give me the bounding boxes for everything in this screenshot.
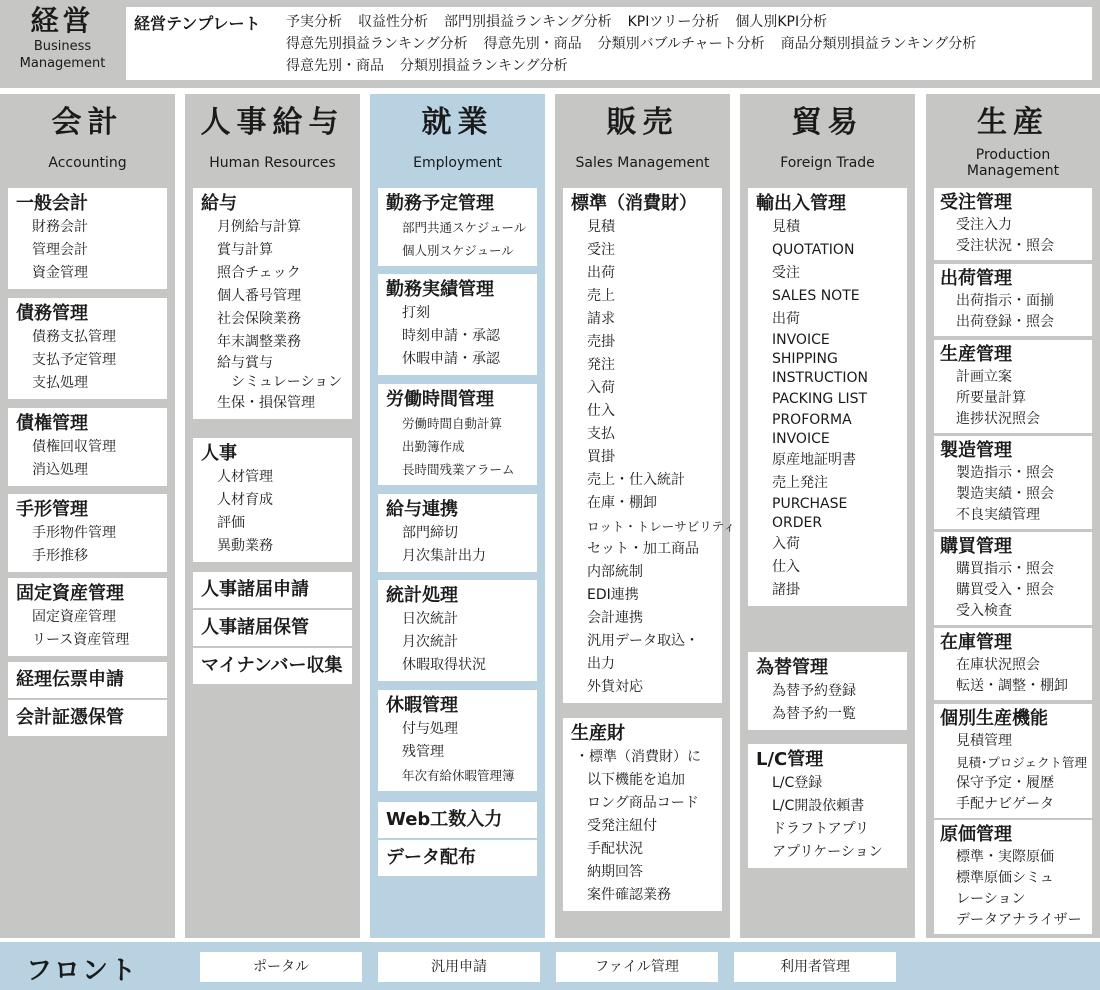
group-item: 見積管理 <box>956 733 1012 749</box>
group-item: 原産地証明書 <box>772 452 856 468</box>
group-item: INVOICE <box>772 332 830 348</box>
group-item: ロット・トレーサビリティ <box>587 519 736 534</box>
management-item: KPIツリー分析 <box>627 14 720 30</box>
group-payroll <box>193 188 352 419</box>
group-item: データアナライザー <box>956 912 1082 928</box>
group-heading: 人事諸届保管 <box>201 617 309 638</box>
group-item: 受注状況・照会 <box>956 238 1054 254</box>
column-human-resources <box>185 94 360 938</box>
group-heading: データ配布 <box>386 847 476 868</box>
group-item: 製造指示・照会 <box>956 465 1054 481</box>
group-heading: 人事 <box>201 443 237 464</box>
group-item: 売上・仕入統計 <box>587 472 685 488</box>
group-item: 資金管理 <box>32 265 88 281</box>
group-accounting-voucher-storage <box>8 700 167 736</box>
group-heading: 経理伝票申請 <box>16 669 124 690</box>
group-item: 手配ナビゲータ <box>956 796 1054 812</box>
group-fixed-assets <box>8 578 167 656</box>
group-item: 受入検査 <box>956 603 1012 619</box>
group-item: 案件確認業務 <box>587 887 671 903</box>
group-standard-consumer-goods <box>563 188 736 703</box>
group-item: 人材育成 <box>217 492 273 508</box>
group-heading: 生産財 <box>571 723 625 744</box>
business-management-title <box>0 4 125 72</box>
management-item: 分類別損益ランキング分析 <box>400 58 568 74</box>
group-item: 生保・損保管理 <box>217 395 315 411</box>
group-heading: 標準（消費財） <box>571 193 697 214</box>
group-item: 会計連携 <box>587 610 643 626</box>
group-heading: 債務管理 <box>16 303 88 324</box>
group-item: 時刻申請・承認 <box>402 328 500 344</box>
group-item: EDI連携 <box>587 587 639 603</box>
column-header <box>185 100 360 186</box>
group-working-hours <box>378 384 537 485</box>
group-cost-management <box>934 820 1092 934</box>
group-leave-management <box>378 690 537 791</box>
group-item: 休暇申請・承認 <box>402 351 500 367</box>
group-work-schedule <box>378 188 537 266</box>
management-item: 得意先別・商品 <box>483 36 582 52</box>
group-item: L/C登録 <box>772 775 823 791</box>
group-debt-management <box>8 298 167 399</box>
group-item: QUOTATION <box>772 242 855 258</box>
column-accounting <box>0 94 175 938</box>
group-item: 転送・調整・棚卸 <box>956 678 1068 694</box>
group-inventory-management <box>934 628 1092 700</box>
group-item: レーション <box>956 891 1026 907</box>
group-item: 長時間残業アラーム <box>402 462 515 477</box>
group-item: SALES NOTE <box>772 288 860 304</box>
group-item: 社会保険業務 <box>217 311 301 327</box>
group-item: 出荷登録・照会 <box>956 314 1054 330</box>
group-heading: マイナンバー収集 <box>201 655 343 676</box>
group-heading: 債権管理 <box>16 413 88 434</box>
column-employment <box>370 94 545 938</box>
group-mynumber-collection <box>193 648 352 684</box>
group-item: L/C開設依頼書 <box>772 798 865 814</box>
group-heading: 在庫管理 <box>940 632 1012 653</box>
group-hr-notification-storage <box>193 610 352 646</box>
group-item: 残管理 <box>402 744 444 760</box>
group-statistics <box>378 580 537 681</box>
group-item: 保守予定・履歴 <box>956 775 1054 791</box>
group-item: PACKING LIST <box>772 391 868 407</box>
column-header <box>370 100 545 186</box>
group-item: 買掛 <box>587 449 615 465</box>
group-item: 内部統制 <box>587 564 643 580</box>
group-item: 債務支払管理 <box>32 329 116 345</box>
group-item: 月次集計出力 <box>402 548 486 564</box>
group-item: 所要量計算 <box>956 390 1026 406</box>
column-subtitle: Accounting <box>48 155 127 171</box>
portal-button[interactable]: ポータル <box>200 952 362 982</box>
group-item: 労働時間自動計算 <box>402 416 503 431</box>
management-item: 分類別バブルチャート分析 <box>597 36 765 52</box>
group-production-goods <box>563 718 722 911</box>
group-item: 出荷 <box>587 265 615 281</box>
management-item: 予実分析 <box>286 14 342 30</box>
group-item: 入荷 <box>587 380 615 396</box>
column-subtitle-line2: Management <box>966 163 1060 179</box>
group-item: 消込処理 <box>32 462 88 478</box>
group-item: 出力 <box>587 656 615 672</box>
group-item: 月例給与計算 <box>217 219 301 235</box>
group-item: 汎用データ取込・ <box>587 633 699 649</box>
group-accounting-slip-request <box>8 662 167 698</box>
group-purchasing-management <box>934 532 1092 625</box>
group-item: 見積･プロジェクト管理 <box>956 755 1088 770</box>
column-title: 貿易 <box>791 105 864 140</box>
group-item: 売掛 <box>587 334 615 350</box>
column-production-management <box>926 94 1100 938</box>
file-management-button[interactable]: ファイル管理 <box>556 952 718 982</box>
group-item: 受注 <box>587 242 615 258</box>
column-subtitle: Human Resources <box>209 155 336 171</box>
column-header <box>0 100 175 186</box>
group-item: 付与処理 <box>402 721 458 737</box>
group-item: 購買指示・照会 <box>956 561 1054 577</box>
group-heading: 購買管理 <box>940 536 1012 557</box>
group-general-accounting <box>8 188 167 289</box>
column-subtitle: Employment <box>413 155 502 171</box>
group-item: 手形物件管理 <box>32 525 116 541</box>
group-heading: 製造管理 <box>940 440 1012 461</box>
group-item: 進捗状況照会 <box>956 411 1040 427</box>
group-item: ・標準（消費財）に <box>575 749 701 765</box>
management-item: 得意先別・商品 <box>286 58 384 74</box>
group-item: 手形推移 <box>32 548 88 564</box>
group-item: 人材管理 <box>217 469 273 485</box>
management-item: 商品分類別損益ランキング分析 <box>780 36 977 52</box>
management-item: 個人別KPI分析 <box>735 14 828 30</box>
group-hr-notification-request <box>193 572 352 608</box>
group-item: 見積 <box>772 219 800 235</box>
group-item: 受発注紐付 <box>587 818 657 834</box>
group-item: 標準・実際原価 <box>956 849 1054 865</box>
group-item: 手配状況 <box>587 841 643 857</box>
group-heading: 輸出入管理 <box>756 193 846 214</box>
group-item: INSTRUCTION <box>772 370 868 386</box>
group-heading: 原価管理 <box>940 824 1012 845</box>
group-item: ORDER <box>772 515 823 531</box>
column-subtitle <box>926 146 1100 186</box>
group-heading: 会計証憑保管 <box>16 707 124 728</box>
group-item: ロング商品コード <box>587 795 699 811</box>
group-item: シミュレーション <box>231 374 343 390</box>
group-item: 照合チェック <box>217 265 301 281</box>
general-request-button[interactable]: 汎用申請 <box>378 952 540 982</box>
group-order-management <box>934 188 1092 260</box>
group-heading: 固定資産管理 <box>16 583 124 604</box>
group-heading: 個別生産機能 <box>940 708 1048 729</box>
group-personnel <box>193 438 352 562</box>
management-title-jp: 経営 <box>30 4 95 37</box>
management-template-box <box>126 7 1092 80</box>
group-heading: 一般会計 <box>16 193 88 214</box>
group-data-distribution <box>378 840 537 876</box>
column-sales-management <box>555 94 736 938</box>
group-heading: 勤務実績管理 <box>386 279 494 300</box>
management-template-items <box>286 11 1086 77</box>
column-header <box>555 100 730 186</box>
group-heading: 人事諸届申請 <box>201 579 309 600</box>
group-item: 日次統計 <box>402 611 458 627</box>
group-item: 休暇取得状況 <box>402 657 486 673</box>
group-item: 為替予約一覧 <box>772 706 856 722</box>
group-item: 管理会計 <box>32 242 88 258</box>
group-item: 製造実績・照会 <box>956 486 1054 502</box>
group-item: 購買受入・照会 <box>956 582 1054 598</box>
column-title: 会計 <box>51 105 124 140</box>
group-item: 為替予約登録 <box>772 683 856 699</box>
group-heading: 労働時間管理 <box>386 389 494 410</box>
group-heading: 給与連携 <box>386 499 458 520</box>
group-import-export <box>748 188 907 606</box>
group-payroll-integration <box>378 494 537 572</box>
group-work-results <box>378 274 537 375</box>
front-band <box>0 942 1100 990</box>
group-item: 打刻 <box>402 305 430 321</box>
group-item: 個人別スケジュール <box>402 243 514 258</box>
group-item: 債権回収管理 <box>32 439 116 455</box>
column-subtitle-line1: Production <box>975 147 1051 163</box>
group-heading: Web工数入力 <box>386 809 503 830</box>
group-item: 月次統計 <box>402 634 458 650</box>
group-item: 入荷 <box>772 536 800 552</box>
column-foreign-trade <box>740 94 915 938</box>
group-lc-management <box>748 744 907 868</box>
group-web-manhour-input <box>378 802 537 838</box>
group-item: 在庫状況照会 <box>956 657 1040 673</box>
group-item: 財務会計 <box>32 219 88 235</box>
group-item: 固定資産管理 <box>32 609 116 625</box>
business-management-band <box>0 0 1100 88</box>
column-header <box>926 100 1100 186</box>
group-item: 不良実績管理 <box>956 507 1040 523</box>
column-title: 人事給与 <box>200 105 345 140</box>
column-subtitle: Foreign Trade <box>780 155 875 171</box>
group-receivables-management <box>8 408 167 486</box>
group-heading: L/C管理 <box>756 749 824 770</box>
group-item: 発注 <box>587 357 615 373</box>
group-item: 売上 <box>587 288 615 304</box>
group-item: PURCHASE <box>772 496 848 512</box>
group-item: 部門共通スケジュール <box>402 220 527 235</box>
group-item: 外貨対応 <box>587 679 643 695</box>
group-item: 出勤簿作成 <box>402 439 465 454</box>
front-title: フロント <box>26 956 139 986</box>
group-item: 標準原価シミュ <box>956 870 1054 886</box>
group-item: 諸掛 <box>772 582 800 598</box>
group-item: 売上発注 <box>772 475 828 491</box>
management-item: 部門別損益ランキング分析 <box>444 14 612 30</box>
group-item: 個人番号管理 <box>217 288 301 304</box>
group-item: セット・加工商品 <box>587 541 699 557</box>
group-item: リース資産管理 <box>32 632 130 648</box>
group-item: 支払 <box>587 426 615 442</box>
group-heading: 生産管理 <box>940 344 1012 365</box>
column-subtitle: Sales Management <box>575 155 710 171</box>
column-title: 生産 <box>977 105 1049 140</box>
management-title-en-line2: Management <box>19 56 106 71</box>
group-item: 請求 <box>587 311 615 327</box>
user-management-button[interactable]: 利用者管理 <box>734 952 896 982</box>
group-item: 納期回答 <box>587 864 643 880</box>
group-item: 部門締切 <box>402 525 458 541</box>
group-shipping-management <box>934 264 1092 336</box>
group-item: 出荷 <box>772 311 800 327</box>
group-item: 年次有給休暇管理簿 <box>402 768 515 783</box>
group-exchange-management <box>748 652 907 730</box>
group-manufacturing-management <box>934 436 1092 529</box>
group-heading: 出荷管理 <box>940 268 1012 289</box>
group-item: SHIPPING <box>772 351 838 367</box>
column-title: 販売 <box>606 105 679 140</box>
group-heading: 給与 <box>201 193 237 214</box>
group-item: 在庫・棚卸 <box>587 495 657 511</box>
group-item: 仕入 <box>587 403 615 419</box>
group-bills-management <box>8 494 167 572</box>
group-item: 受注 <box>772 265 800 281</box>
group-heading: 勤務予定管理 <box>386 193 494 214</box>
management-title-en-line1: Business <box>33 39 92 54</box>
group-item: 給与賞与 <box>217 355 273 371</box>
group-individual-production <box>934 704 1092 818</box>
group-heading: 統計処理 <box>386 585 458 606</box>
group-production-control <box>934 340 1092 433</box>
column-title: 就業 <box>421 105 494 140</box>
group-item: ドラフトアプリ <box>772 821 870 837</box>
group-item: 評価 <box>217 515 245 531</box>
group-heading: 為替管理 <box>756 657 828 678</box>
group-item: 仕入 <box>772 559 800 575</box>
group-item: アプリケーション <box>772 844 883 860</box>
group-item: 賞与計算 <box>217 242 273 258</box>
group-item: 出荷指示・面揃 <box>956 293 1054 309</box>
group-item: 年末調整業務 <box>217 334 301 350</box>
group-heading: 休暇管理 <box>386 695 458 716</box>
group-item: 受注入力 <box>956 217 1012 233</box>
management-item: 得意先別損益ランキング分析 <box>286 36 468 52</box>
column-header <box>740 100 915 186</box>
group-item: 異動業務 <box>217 538 273 554</box>
group-item: 支払処理 <box>32 375 88 391</box>
group-heading: 手形管理 <box>16 499 88 520</box>
group-item: 見積 <box>587 219 615 235</box>
group-item: PROFORMA <box>772 412 852 428</box>
management-item: 収益性分析 <box>358 14 428 30</box>
management-template-label: 経営テンプレート <box>134 14 261 33</box>
group-item: INVOICE <box>772 431 830 447</box>
group-item: 計画立案 <box>956 369 1012 385</box>
group-item: 支払予定管理 <box>32 352 116 368</box>
group-item: 以下機能を追加 <box>587 772 685 788</box>
group-heading: 受注管理 <box>940 192 1012 213</box>
